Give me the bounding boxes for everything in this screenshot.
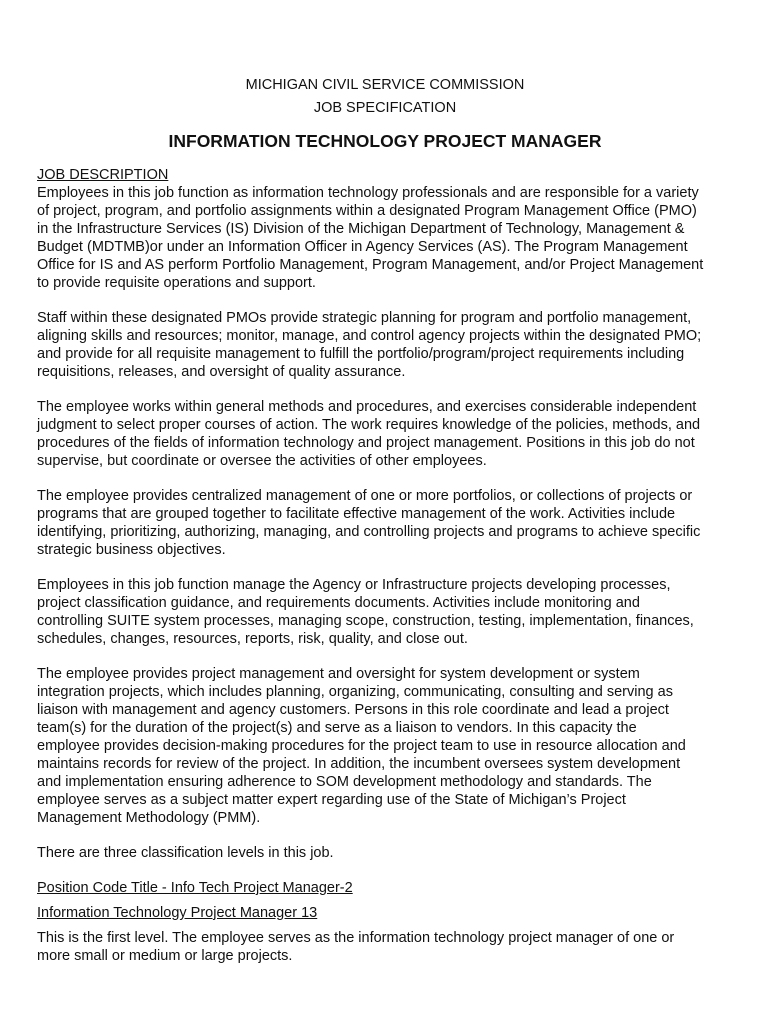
text-line: more small or medium or large projects. xyxy=(37,948,293,964)
text-line: Employees in this job function as information technology professionals and are responsible for a variety xyxy=(37,185,699,201)
text-line: requisitions, releases, and oversight of quality assurance. xyxy=(37,364,406,380)
text-line: strategic business objectives. xyxy=(37,542,226,558)
text-line: integration projects, which includes planning, organizing, communicating, consulting and serving as xyxy=(37,684,673,700)
text-line: liaison with management and agency customers. Persons in this role coordinate and lead a project xyxy=(37,702,669,718)
text-line: Office for IS and AS perform Portfolio Management, Program Management, and/or Project Management xyxy=(37,257,704,273)
text-line: programs that are grouped together to facilitate effective management of the work. Activities include xyxy=(37,506,676,522)
text-line: Management Methodology (PMM). xyxy=(37,810,261,826)
text-line: The employee provides project management and oversight for system development or system xyxy=(37,666,640,682)
text-line: employee provides decision-making procedures for the project team to use in resource allocation and xyxy=(37,738,686,754)
text-line: controlling SUITE system processes, managing scope, construction, testing, implementation, finances, xyxy=(37,613,694,629)
text-line: identifying, prioritizing, authorizing, managing, and controlling projects and programs to achieve specific xyxy=(37,524,701,540)
text-line: employee serves as a subject matter expert regarding use of the State of Michigan’s Project xyxy=(37,792,626,808)
paragraph-1 xyxy=(37,184,733,292)
text-line: project classification guidance, and requirements documents. Activities include monitoring and xyxy=(37,595,640,611)
job-title: INFORMATION TECHNOLOGY PROJECT MANAGER xyxy=(168,131,602,151)
document-type: JOB SPECIFICATION xyxy=(313,100,457,116)
text-line: and provide for all requisite management to fulfill the portfolio/program/project requirements including xyxy=(37,346,685,362)
document-page xyxy=(37,74,733,982)
text-line: The employee works within general methods and procedures, and exercises considerable independent xyxy=(37,399,697,415)
text-line: supervise, but coordinate or oversee the activities of other employees. xyxy=(37,453,487,469)
text-line: judgment to select proper courses of action. The work requires knowledge of the policies, methods, and xyxy=(37,417,701,433)
text-line: Employees in this job function manage the Agency or Infrastructure projects developing processes, xyxy=(37,577,671,593)
text-line: of project, program, and portfolio assignments within a designated Program Management Office (PMO) xyxy=(37,203,697,219)
text-line: and implementation ensuring adherence to SOM development methodology and standards. The xyxy=(37,774,652,790)
text-line: in the Infrastructure Services (IS) Division of the Michigan Department of Technology, Management & xyxy=(37,221,685,237)
text-line: maintains records for review of the project. In addition, the incumbent oversees system development xyxy=(37,756,681,772)
paragraph-3 xyxy=(37,398,733,470)
text-line: team(s) for the duration of the project(s) and serve as a liaison to vendors. In this capacity the xyxy=(37,720,637,736)
text-line: This is the first level. The employee serves as the information technology project manager of one or xyxy=(37,930,675,946)
paragraph-2 xyxy=(37,309,733,381)
level-description xyxy=(37,929,733,965)
text-line: There are three classification levels in this job. xyxy=(37,845,334,861)
text-line: schedules, changes, resources, reports, risk, quality, and close out. xyxy=(37,631,468,647)
text-line: aligning skills and resources; monitor, manage, and control agency projects within the designated PMO; xyxy=(37,328,702,344)
job-description-heading: JOB DESCRIPTION xyxy=(37,167,169,183)
text-line: Staff within these designated PMOs provide strategic planning for program and portfolio management, xyxy=(37,310,692,326)
position-code-title: Position Code Title - Info Tech Project Manager-2 xyxy=(37,880,353,896)
text-line: procedures of the fields of information technology and project management. Positions in this job do not xyxy=(37,435,695,451)
paragraph-6 xyxy=(37,665,733,827)
paragraph-7 xyxy=(37,844,733,862)
paragraph-5 xyxy=(37,576,733,648)
text-line: The employee provides centralized management of one or more portfolios, or collections of projects or xyxy=(37,488,693,504)
organization-name: MICHIGAN CIVIL SERVICE COMMISSION xyxy=(245,77,525,93)
paragraph-4 xyxy=(37,487,733,559)
text-line: Budget (MDTMB)or under an Information Officer in Agency Services (AS). The Program Management xyxy=(37,239,688,255)
classification-level-heading: Information Technology Project Manager 13 xyxy=(37,905,318,921)
text-line: to provide requisite operations and support. xyxy=(37,275,316,291)
